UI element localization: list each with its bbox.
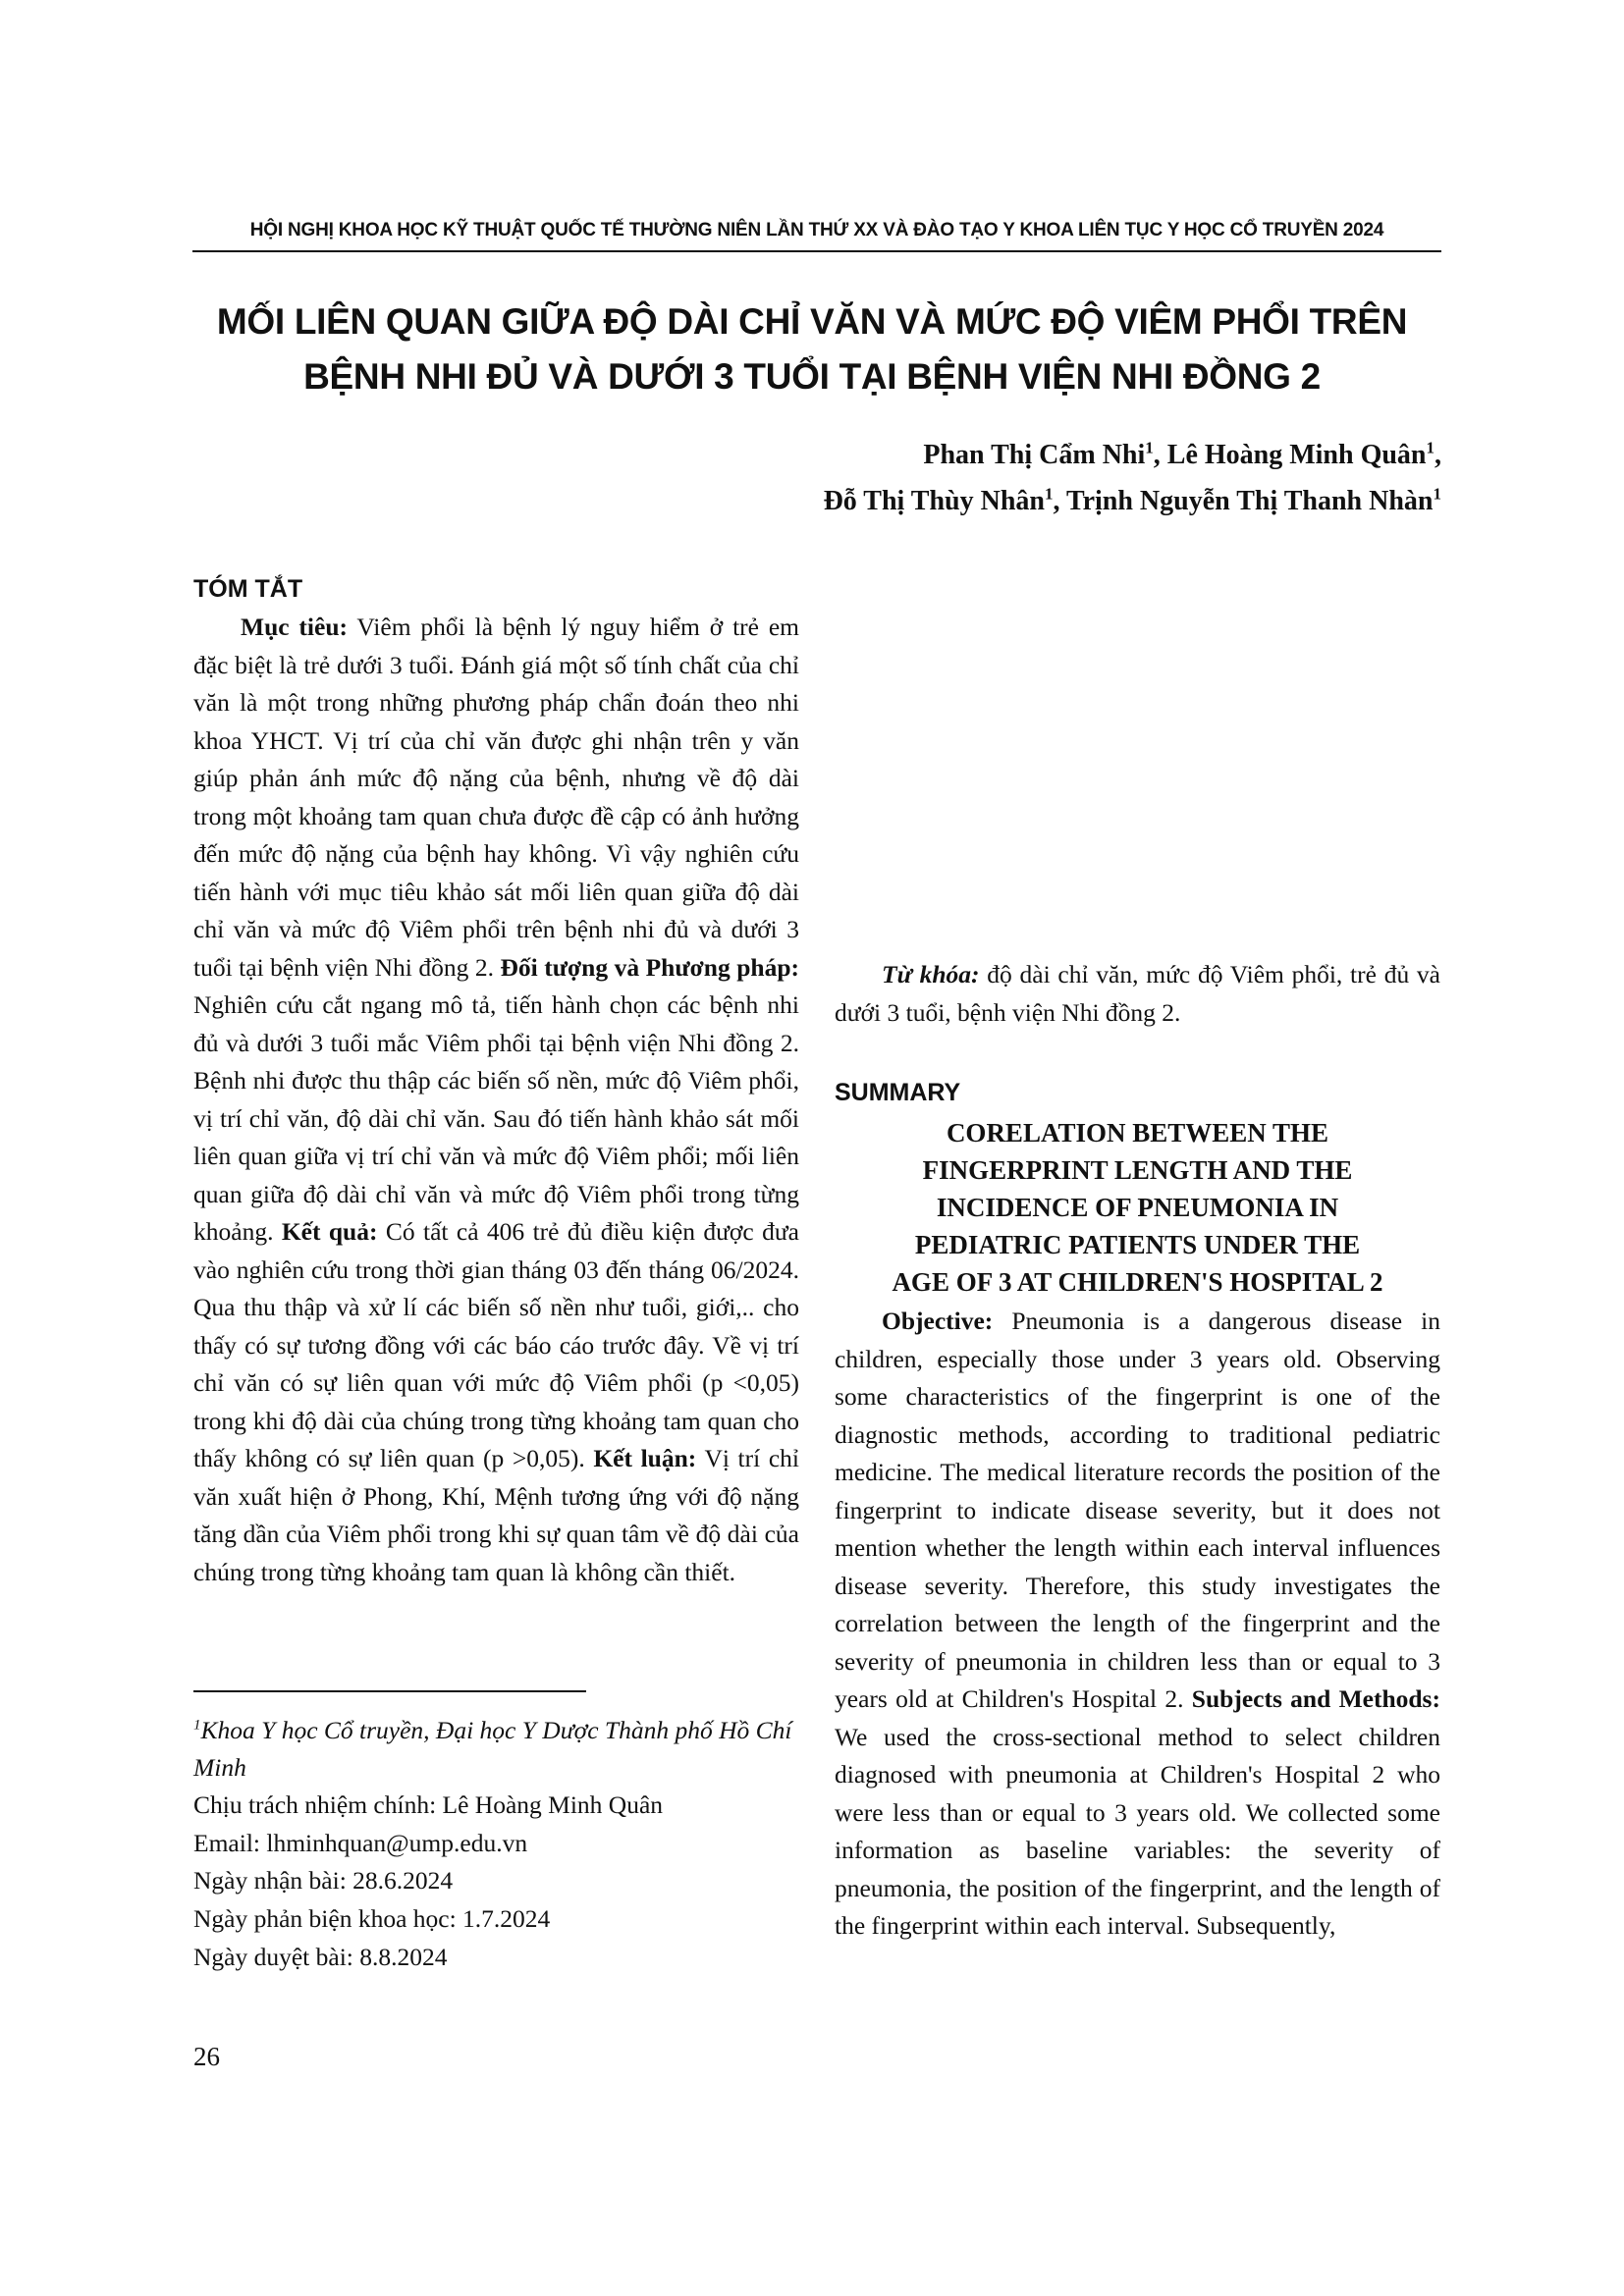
accepted-date: Ngày duyệt bài: 8.8.2024	[193, 1942, 448, 1971]
english-title	[835, 1114, 1440, 1301]
title-line: BỆNH NHI ĐỦ VÀ DƯỚI 3 TUỔI TẠI BỆNH VIỆN NHI ĐỒNG 2	[303, 356, 1321, 397]
running-header: HỘI NGHỊ KHOA HỌC KỸ THUẬT QUỐC TẾ THƯỜNG NIÊN LẦN THỨ XX VÀ ĐÀO TẠO Y KHOA LIÊN TỤC Y HỌC CỔ TRUYỀN 2024	[249, 220, 1384, 240]
footnotes	[193, 1712, 799, 1977]
email: Email: lhminhquan@ump.edu.vn	[193, 1828, 528, 1857]
en-methods-label: Subjects and Methods:	[1191, 1684, 1440, 1713]
author-line-2	[824, 478, 1441, 524]
received-date: Ngày nhận bài: 28.6.2024	[193, 1866, 454, 1896]
english-title-line: PEDIATRIC PATIENTS UNDER THE	[914, 1230, 1361, 1259]
reviewed-date: Ngày phản biện khoa học: 1.7.2024	[193, 1904, 551, 1934]
affiliation-mark: 1	[1145, 438, 1154, 457]
english-title-line: INCIDENCE OF PNEUMONIA IN	[936, 1193, 1339, 1222]
affiliation-mark: 1	[1433, 484, 1441, 504]
conclusion-text: Vị trí chỉ văn xuất hiện ở Phong, Khí, Mệnh tương ứng với độ nặng tăng dần của Viêm phổi trong khi sự quan tâm về độ dài của chúng trong từng khoảng tam quan là không cần thiết.	[193, 1444, 799, 1586]
abstract-heading: TÓM TẮT	[193, 575, 303, 603]
english-title-line: AGE OF 3 AT CHILDREN'S HOSPITAL 2	[892, 1267, 1383, 1297]
abstract-body	[193, 609, 799, 1591]
english-title-line: CORELATION BETWEEN THE	[946, 1118, 1329, 1148]
keywords-text: độ dài chỉ văn, mức độ Viêm phổi, trẻ đủ và dưới 3 tuổi, bệnh viện Nhi đồng 2.	[835, 960, 1441, 1027]
en-objective-text: Pneumonia is a dangerous disease in children, especially those under 3 years old. Observing some characteristics of the fingerprint is one of the diagnostic methods, according to traditional pediatric medicine. The medical literature records the position of the fingerprint to indicate disease severity, but it does not mention whether the length within each interval influences disease severity. Therefore, this study investigates the correlation between the length of the fingerprint and the severity of pneumonia in children less than or equal to 3 years old at Children's Hospital 2.	[835, 1307, 1440, 1713]
english-title-line: FINGERPRINT LENGTH AND THE	[922, 1155, 1353, 1185]
article-title	[147, 294, 1477, 404]
left-column	[193, 569, 799, 1591]
results-text: Có tất cả 406 trẻ đủ điều kiện được đưa vào nghiên cứu trong thời gian tháng 03 đến tháng 06/2024. Qua thu thập và xử lí các biến số nền như tuổi, giới,.. cho thấy có sự tương đồng với các báo cáo trước đây. Về vị trí chỉ văn có sự liên quan với mức độ Viêm phổi (p <0,05) trong khi độ dài của chúng trong từng khoảng tam quan cho thấy không có sự liên quan (p >0,05).	[193, 1217, 799, 1472]
author-name: , Lê Hoàng Minh Quân	[1153, 440, 1427, 470]
conclusion-label: Kết luận:	[593, 1444, 697, 1472]
right-column	[835, 569, 1440, 1946]
keywords-label: Từ khóa:	[882, 960, 980, 988]
author-name: Đỗ Thị Thùy Nhân	[823, 486, 1045, 516]
objective-text: Viêm phổi là bệnh lý nguy hiểm ở trẻ em đặc biệt là trẻ dưới 3 tuổi. Đánh giá một số tính chất của chỉ văn là một trong những phương pháp chẩn đoán theo nhi khoa YHCT. Vị trí của chỉ văn được ghi nhận trên y văn giúp phản ánh mức độ nặng của bệnh, nhưng về độ dài trong một khoảng tam quan chưa được đề cập có ảnh hưởng đến mức độ nặng của bệnh hay không. Vì vậy nghiên cứu tiến hành với mục tiêu khảo sát mối liên quan giữa độ dài chỉ văn và mức độ Viêm phổi trên bệnh nhi đủ và dưới 3 tuổi tại bệnh viện Nhi đồng 2.	[193, 613, 800, 982]
affiliation-mark: 1	[193, 1717, 201, 1734]
author-list	[824, 432, 1441, 524]
summary-body	[835, 1303, 1440, 1946]
title-line: MỐI LIÊN QUAN GIỮA ĐỘ DÀI CHỈ VĂN VÀ MỨC ĐỘ VIÊM PHỔI TRÊN	[216, 301, 1408, 342]
author-name: , Trịnh Nguyễn Thị Thanh Nhàn	[1053, 486, 1434, 516]
affiliation-text: Khoa Y học Cổ truyền, Đại học Y Dược Thành phố Hồ Chí Minh	[193, 1716, 792, 1782]
footnote-divider	[193, 1690, 586, 1692]
affiliation-footnote	[193, 1712, 799, 1787]
author-separator: ,	[1435, 440, 1441, 470]
author-name: Phan Thị Cẩm Nhi	[923, 440, 1146, 470]
corresponding-author: Chịu trách nhiệm chính: Lê Hoàng Minh Quân	[193, 1790, 664, 1819]
summary-heading: SUMMARY	[835, 1079, 961, 1106]
page-number: 26	[193, 2042, 220, 2071]
affiliation-mark: 1	[1426, 438, 1435, 457]
results-label: Kết quả:	[281, 1217, 378, 1246]
header-divider	[192, 250, 1441, 252]
methods-text: Nghiên cứu cắt ngang mô tả, tiến hành chọn các bệnh nhi đủ và dưới 3 tuổi mắc Viêm phổi tại bệnh viện Nhi đồng 2. Bệnh nhi được thu thập các biến số nền, mức độ Viêm phổi, vị trí chỉ văn, độ dài chỉ văn. Sau đó tiến hành khảo sát mối liên quan giữa vị trí chỉ văn và mức độ Viêm phổi; mối liên quan giữa độ dài chỉ văn và mức độ Viêm phổi trong từng khoảng.	[193, 990, 799, 1246]
author-line-1	[824, 432, 1441, 478]
keywords	[835, 956, 1440, 1032]
objective-label: Mục tiêu:	[241, 613, 349, 641]
en-objective-label: Objective:	[882, 1307, 994, 1335]
methods-label: Đối tượng và Phương pháp:	[500, 952, 799, 982]
en-methods-text: We used the cross-sectional method to select children diagnosed with pneumonia at Children's Hospital 2 who were less than or equal to 3 years old. We collected some information as baseline variables: the severity of pneumonia, the position of the fingerprint, and the length of the fingerprint within each interval. Subsequently,	[835, 1722, 1440, 1940]
affiliation-mark: 1	[1044, 484, 1054, 504]
